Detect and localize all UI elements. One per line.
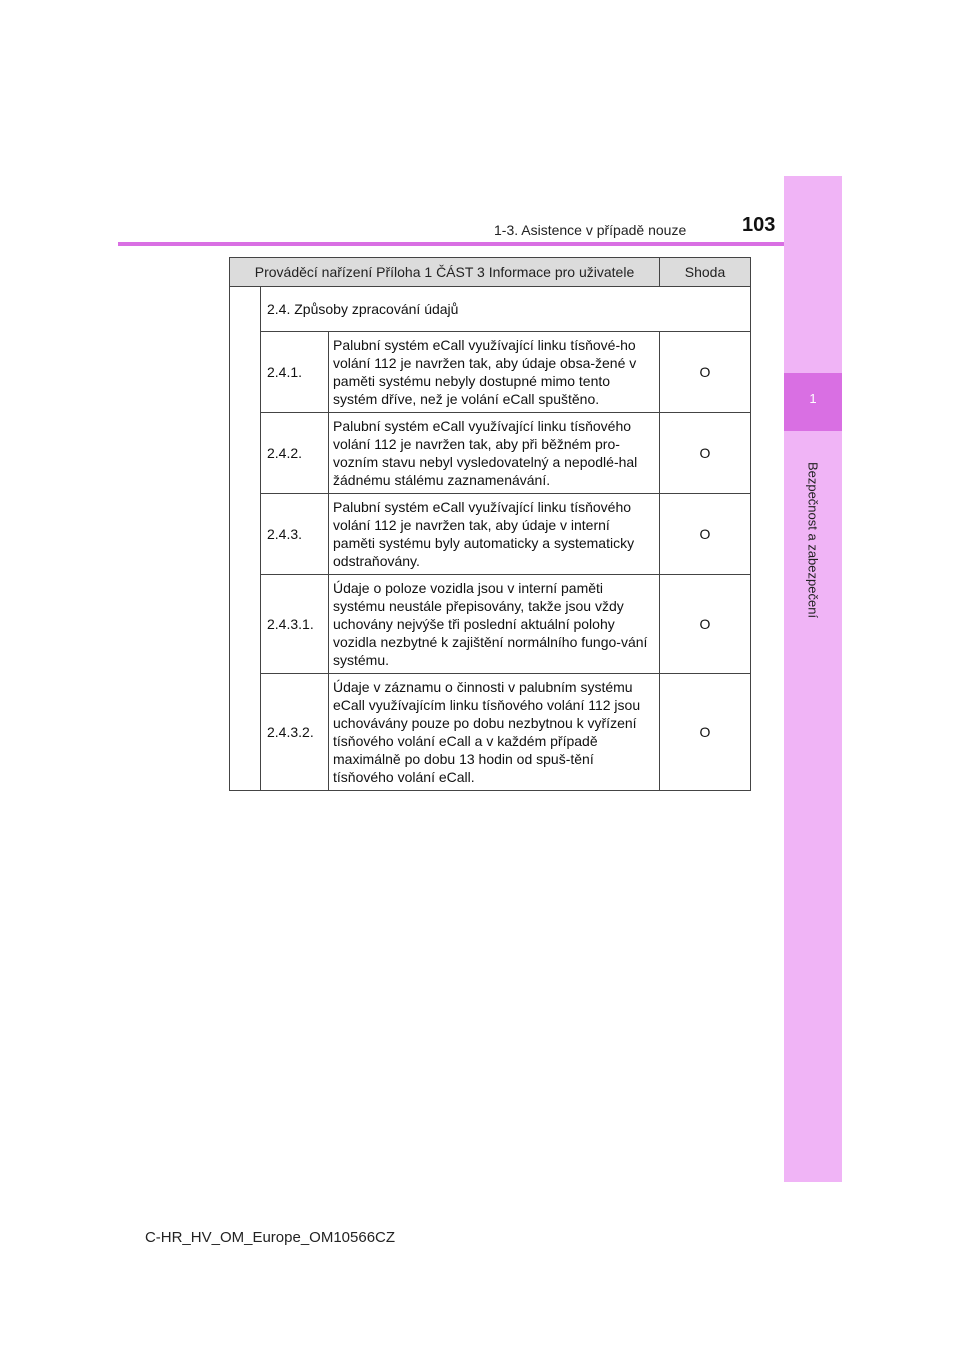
- table-row: [230, 575, 751, 674]
- column-header-requirement: Prováděcí nařízení Příloha 1 ČÁST 3 Informace pro uživatele: [230, 258, 660, 287]
- row-text: Palubní systém eCall využívající linku tísňového volání 112 je navržen tak, aby při běžném pro-vozním stavu nebyl vysledovatelný a nepodlé-hal žádnému stálému zaznamenávání.: [329, 413, 660, 494]
- sub-heading: 2.4. Způsoby zpracování údajů: [261, 287, 751, 332]
- page-number: 103: [742, 214, 776, 236]
- compliance-table: [229, 257, 751, 791]
- chapter-number-box: [784, 373, 842, 431]
- row-text: Údaje o poloze vozidla jsou v interní paměti systému neustále přepisovány, takže jsou vždy uchovány nejvýše tři poslední aktuální polohy vozidla nezbytné k zajištění normálního fungo-vání systému.: [329, 575, 660, 674]
- chapter-title: Bezpečnost a zabezpečení: [805, 461, 821, 619]
- column-header-compliance: Shoda: [660, 258, 751, 287]
- table-row: [230, 413, 751, 494]
- table-row: [230, 674, 751, 791]
- row-text: Údaje v záznamu o činnosti v palubním systému eCall využívajícím linku tísňového volání 112 jsou uchovávány pouze po dobu nezbytnou k vyřízení tísňového volání eCall a v každém případě maximálně po dobu 13 hodin od spuš-tění tísňového volání eCall.: [329, 674, 660, 791]
- row-code: 2.4.3.2.: [261, 674, 329, 791]
- header-rule: [118, 242, 784, 246]
- chapter-number: 1: [809, 391, 817, 406]
- row-compliance: O: [660, 413, 751, 494]
- row-code: 2.4.3.1.: [261, 575, 329, 674]
- row-compliance: O: [660, 332, 751, 413]
- indent-cell: [230, 287, 261, 791]
- section-title: 1-3. Asistence v případě nouze: [494, 222, 687, 238]
- table-row: [230, 332, 751, 413]
- row-code: 2.4.3.: [261, 494, 329, 575]
- row-compliance: O: [660, 494, 751, 575]
- table-row: [230, 494, 751, 575]
- row-compliance: O: [660, 575, 751, 674]
- table-row: [230, 287, 751, 332]
- table-header-row: [230, 258, 751, 287]
- row-compliance: O: [660, 674, 751, 791]
- row-text: Palubní systém eCall využívající linku tísňového volání 112 je navržen tak, aby údaje v interní paměti systému byly automaticky a systematicky odstraňovány.: [329, 494, 660, 575]
- row-code: 2.4.1.: [261, 332, 329, 413]
- row-code: 2.4.2.: [261, 413, 329, 494]
- row-text: Palubní systém eCall využívající linku tísňové-ho volání 112 je navržen tak, aby údaje obsa-žené v paměti systému nebyly dostupné mimo tento systém dříve, než je volání eCall spuštěno.: [329, 332, 660, 413]
- document-code: C-HR_HV_OM_Europe_OM10566CZ: [144, 1229, 396, 1246]
- side-chapter-tab: [784, 176, 842, 1182]
